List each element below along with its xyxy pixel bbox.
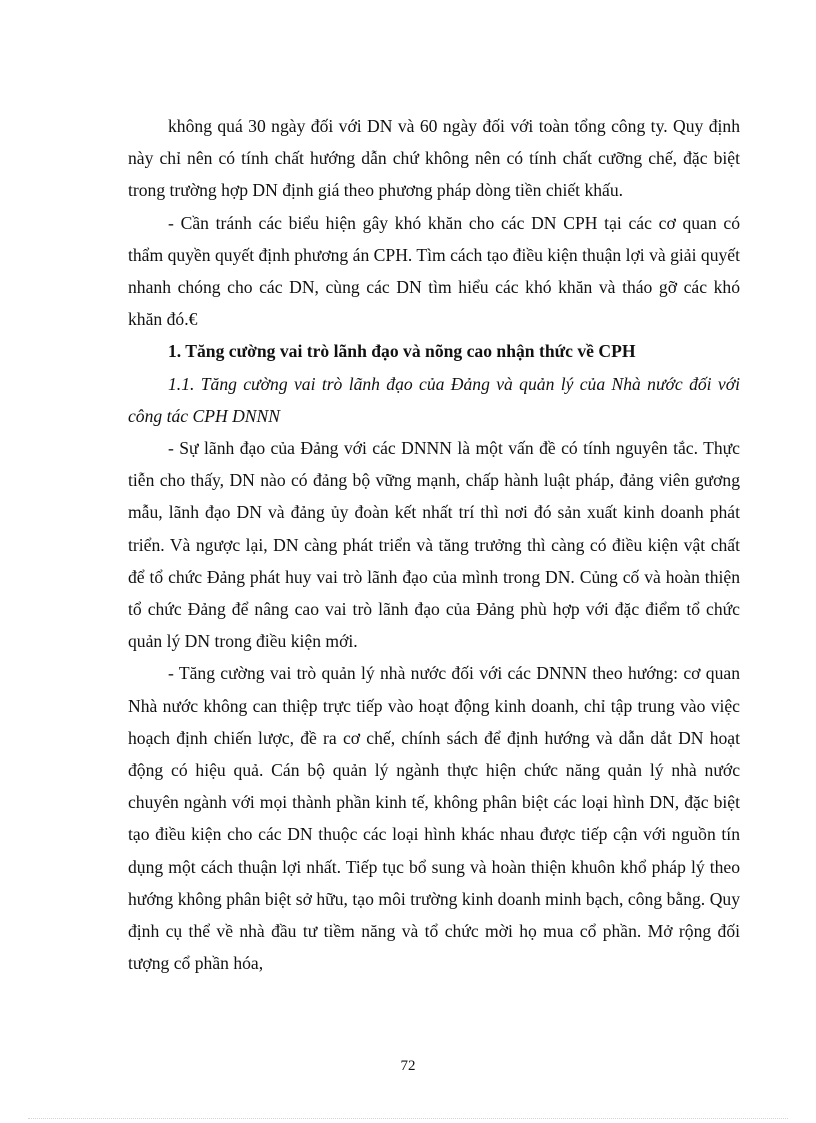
paragraph-state-management: - Tăng cường vai trò quản lý nhà nước đối với các DNNN theo hướng: cơ quan Nhà nước không can thiệp trực tiếp vào hoạt động kinh doanh, chỉ tập trung vào việc hoạch định chiến lược, đề ra cơ chế, chính sách để định hướng và dẫn dắt DN hoạt động có hiệu quả. Cán bộ quản lý ngành thực hiện chức năng quản lý nhà nước chuyên ngành với mọi thành phần kinh tế, không phân biệt các loại hình DN, đặc biệt tạo điều kiện cho các DN thuộc các loại hình khác nhau được tiếp cận với nguồn tín dụng một cách thuận lợi nhất. Tiếp tục bổ sung và hoàn thiện khuôn khổ pháp lý theo hướng không phân biệt sở hữu, tạo môi trường kinh doanh minh bạch, công bằng. Quy định cụ thể về nhà đầu tư tiềm năng và tổ chức mời họ mua cổ phần. Mở rộng đối tượng cổ phần hóa, — [128, 663, 740, 974]
subsection-heading: 1.1. Tăng cường vai trò lãnh đạo của Đảng và quản lý của Nhà nước đối với công tác CPH DNNN — [128, 373, 740, 426]
page-number: 72 — [400, 1058, 416, 1074]
paragraph-party-leadership: - Sự lãnh đạo của Đảng với các DNNN là một vấn đề có tính nguyên tắc. Thực tiễn cho thấy, DN nào có đảng bộ vững mạnh, chấp hành luật pháp, đảng viên gương mẫu, lãnh đạo DN và đảng ủy đoàn kết nhất trí thì nơi đó sản xuất kinh doanh phát triển. Và ngược lại, DN càng phát triển và tăng trưởng thì càng có điều kiện vật chất để tổ chức Đảng phát huy vai trò lãnh đạo của mình trong DN. Củng cố và hoàn thiện tổ chức Đảng để nâng cao vai trò lãnh đạo của Đảng phù hợp với đặc điểm tổ chức quản lý DN trong điều kiện mới. — [128, 438, 740, 652]
page-body — [128, 110, 740, 979]
paragraph-valuation-deadline: không quá 30 ngày đối với DN và 60 ngày đối với toàn tổng công ty. Quy định này chỉ nên có tính chất hướng dẫn chứ không nên có tính chất cưỡng chế, đặc biệt trong trường hợp DN định giá theo phương pháp dòng tiền chiết khấu. — [128, 116, 740, 201]
section-heading: 1. Tăng cường vai trò lãnh đạo và nõng cao nhận thức về CPH — [168, 341, 636, 362]
paragraph-avoid-difficulties: - Cần tránh các biểu hiện gây khó khăn cho các DN CPH tại các cơ quan có thẩm quyền quyết định phương án CPH. Tìm cách tạo điều kiện thuận lợi và giải quyết nhanh chóng cho các DN, cùng các DN tìm hiểu các khó khăn và tháo gỡ các khó khăn đó.€ — [128, 212, 740, 330]
page-bottom-divider — [28, 1118, 788, 1119]
